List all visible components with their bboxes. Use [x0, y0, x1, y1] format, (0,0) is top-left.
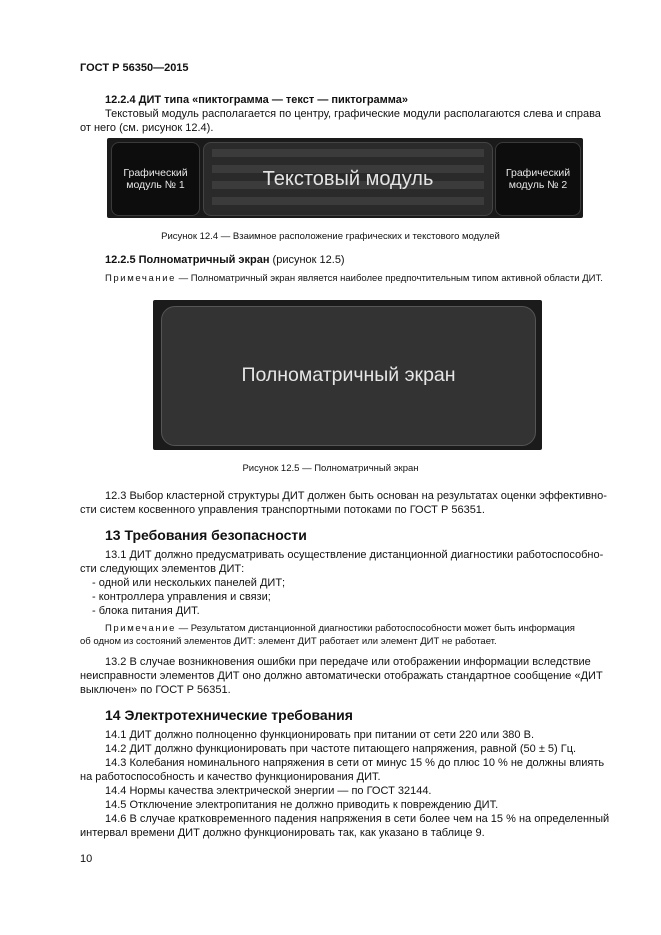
document-header: ГОСТ Р 56350—2015 [80, 62, 189, 74]
paragraph-12-2-4-line2: от него (см. рисунок 12.4). [80, 122, 214, 134]
section-heading-12-2-5-title: 12.2.5 Полноматричный экран [105, 254, 270, 266]
text-module-label: Текстовый модуль [262, 168, 434, 190]
paragraph-14-3-line2: на работоспособность и качество функционирования ДИТ. [80, 771, 381, 783]
figure-12-4-diagram [107, 138, 583, 218]
paragraph-12-2-4-line1: Текстовый модуль располагается по центру, графические модули располагаются слева и справа [105, 108, 601, 120]
paragraph-12-3-line1: 12.3 Выбор кластерной структуры ДИТ должен быть основан на результатах оценки эффективно- [105, 490, 607, 502]
figure-12-4-caption: Рисунок 12.4 — Взаимное расположение графических и текстового модулей [161, 231, 500, 242]
paragraph-13-2-line2: неисправности элементов ДИТ оно должно автоматически отображать стандартное сообщение «ДИТ [80, 670, 603, 682]
paragraph-14-2: 14.2 ДИТ должно функционировать при частоте питающего напряжения, равной (50 ± 5) Гц. [105, 743, 577, 755]
paragraph-14-3-line1: 14.3 Колебания номинального напряжения в сети от минус 15 % до плюс 10 % не должны влиять [105, 757, 605, 769]
paragraph-14-6-line2: интервал времени ДИТ должно функционировать так, как указано в таблице 9. [80, 827, 485, 839]
paragraph-12-3-line2: сти систем косвенного управления транспортными потоками по ГОСТ Р 56351. [80, 504, 485, 516]
paragraph-14-1: 14.1 ДИТ должно полноценно функционировать при питании от сети 220 или 380 В. [105, 729, 534, 741]
note-13-line1 [80, 622, 615, 635]
graphic-module-1-label-line2: модуль № 1 [126, 179, 185, 191]
note-label: Примечание [105, 623, 176, 634]
text-row-stripe [212, 197, 484, 205]
paragraph-14-4: 14.4 Нормы качества электрической энергии — по ГОСТ 32144. [105, 785, 432, 797]
note-label: Примечание [105, 273, 176, 284]
section-heading-13: 13 Требования безопасности [105, 527, 307, 543]
figure-12-5-diagram [153, 300, 542, 450]
graphic-module-1 [111, 142, 200, 216]
graphic-module-2 [495, 142, 581, 216]
section-heading-14: 14 Электротехнические требования [105, 707, 353, 723]
figure-12-5-caption: Рисунок 12.5 — Полноматричный экран [242, 463, 419, 474]
paragraph-13-1-line1: 13.1 ДИТ должно предусматривать осуществление дистанционной диагностики работоспособно- [105, 549, 604, 561]
full-matrix-screen-label: Полноматричный экран [241, 364, 456, 386]
list-item: - одной или нескольких панелей ДИТ; [92, 577, 286, 589]
note-text: — Полноматричный экран является наиболее предпочтительным типом активной области ДИТ. [176, 273, 603, 284]
paragraph-14-5: 14.5 Отключение электропитания не должно приводить к повреждению ДИТ. [105, 799, 499, 811]
section-heading-12-2-4: 12.2.4 ДИТ типа «пиктограмма — текст — пиктограмма» [105, 94, 409, 106]
section-heading-12-2-5 [80, 253, 615, 267]
paragraph-13-1-line2: сти следующих элементов ДИТ: [80, 563, 245, 575]
list-item: - блока питания ДИТ. [92, 605, 200, 617]
page-number: 10 [80, 853, 93, 865]
note-text: — Результатом дистанционной диагностики работоспособности может быть информация [176, 623, 575, 634]
paragraph-13-2-line1: 13.2 В случае возникновения ошибки при передаче или отображении информации вследствие [105, 656, 591, 668]
text-row-stripe [212, 149, 484, 157]
graphic-module-1-label-line1: Графический [123, 167, 188, 179]
paragraph-13-2-line3: выключен» по ГОСТ Р 56351. [80, 684, 231, 696]
note-12-2-5 [80, 272, 615, 285]
graphic-module-2-label-line2: модуль № 2 [508, 179, 568, 191]
note-13-line2: об одном из состояний элементов ДИТ: элемент ДИТ работает или элемент ДИТ не работает. [80, 636, 497, 647]
text-module [203, 142, 493, 216]
section-heading-12-2-5-ref: (рисунок 12.5) [269, 254, 345, 266]
graphic-module-2-label-line1: Графический [505, 167, 571, 179]
paragraph-14-6-line1: 14.6 В случае кратковременного падения напряжения в сети более чем на 15 % на определенный [105, 813, 610, 825]
list-item: - контроллера управления и связи; [92, 591, 271, 603]
full-matrix-screen [161, 306, 536, 446]
